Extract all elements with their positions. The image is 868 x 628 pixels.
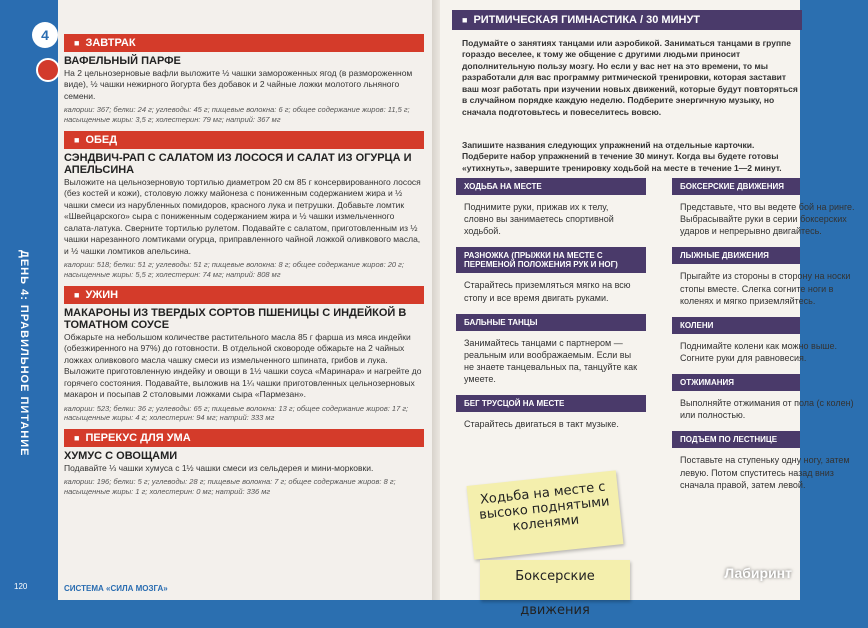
exercise-card — [672, 374, 854, 421]
dish-title: СЭНДВИЧ-РАП С САЛАТОМ ИЗ ЛОСОСЯ И САЛАТ ИЗ ОГУРЦА И АПЕЛЬСИНА — [64, 151, 412, 176]
exercise-title: КОЛЕНИ — [672, 317, 800, 334]
exercise-text: Поднимайте колени как можно выше. Согните руки для равновесия. — [680, 340, 838, 363]
chapter-vertical-label: ДЕНЬ 4: ПРАВИЛЬНОЕ ПИТАНИЕ — [18, 250, 30, 457]
page-footer: СИСТЕМА «СИЛА МОЗГА» — [64, 584, 168, 593]
exercise-text: Прыгайте из стороны в сторону на носки стопы вместе. Слегка согните ноги в коленях и мягко приземляйтесь. — [680, 271, 851, 306]
exercise-title: БЕГ ТРУСЦОЙ НА МЕСТЕ — [456, 395, 646, 412]
exercise-title: ПОДЪЕМ ПО ЛЕСТНИЦЕ — [672, 431, 800, 448]
section-header: ■ ЗАВТРАК — [64, 34, 424, 52]
exercise-card — [672, 178, 855, 237]
exercise-text: Представьте, что вы ведете бой на ринге. Выбрасывайте руки в серии боксерских ударов и непрерывно двигайтесь. — [680, 202, 855, 237]
brand-logo-icon — [36, 58, 60, 82]
sticky-note: Ходьба на месте с высоко поднятыми коленями — [467, 470, 624, 559]
nutrition-info: калории: 523; белки: 36 г; углеводы: 65 г; пищевые волокна: 13 г; общее содержание жиров: 17 г; насыщенные жиры: 4 г; холестерин: 94 мг; натрий: 333 мг — [64, 403, 409, 423]
section-header: ■ ПЕРЕКУС ДЛЯ УМА — [64, 429, 424, 447]
exercise-column-right — [672, 178, 855, 501]
intro-text: Подумайте о занятиях танцами или аэробикой. Заниматься танцами в группе гораздо веселее, к тому же общение с другими людьми приносит дополнительную пользу мозгу. Но если у вас нет на это времени, то мы разработали для вас программу ритмической тренировки, которая заставит ваш мозг работать при изучении новых движений, которые будут повторяться в случайном порядке каждую неделю. Подберите энергичную музыку, но сначала подготовьтесь и повеселитесь вовсю. — [462, 38, 798, 117]
meal-plan — [64, 30, 424, 503]
meal-section-snack — [64, 429, 424, 497]
exercise-column-left — [456, 178, 646, 440]
chapter-tab — [0, 0, 58, 600]
exercise-text: Поставьте на ступеньку одну ногу, затем левую. Потом спуститесь назад вниз сначала правой, затем левой. — [680, 455, 850, 490]
watermark: Лабиринт — [724, 565, 792, 581]
exercise-title: БОКСЕРСКИЕ ДВИЖЕНИЯ — [672, 178, 800, 195]
left-page — [0, 0, 440, 600]
exercise-card — [456, 314, 646, 386]
meal-section-lunch — [64, 131, 424, 280]
exercise-card — [456, 395, 646, 430]
section-header: ■ ОБЕД — [64, 131, 424, 149]
nutrition-info: калории: 367; белки: 24 г; углеводы: 45 г; пищевые волокна: 6 г; общее содержание жиров: 11,5 г; насыщенные жиры: 3,5 г; холестерин: 79 мг; натрий: 367 мг — [64, 105, 410, 125]
exercise-title: ОТЖИМАНИЯ — [672, 374, 800, 391]
section-header: ■ УЖИН — [64, 286, 424, 304]
exercise-text: Старайтесь приземляться мягко на всю стопу и все время двигать руками. — [464, 280, 631, 303]
exercise-title: ЛЫЖНЫЕ ДВИЖЕНИЯ — [672, 247, 800, 264]
exercise-title: БАЛЬНЫЕ ТАНЦЫ — [456, 314, 646, 331]
recipe-text: Выложите на цельнозерновую тортилью диаметром 20 см 85 г консервированного лосося (без костей и кожи), столовую ложку майонеза с пониженным содержанием жира и ½ чашки смеси из нарубленных помидоров, красного лука и петрушки. Добавьте ломтик «Швейцарского» сыра с пониженным содержанием жира и ½ чашки измельченного салата-латука. Сверните тортилью рулетом. Подавайте с салатом, приготовленным из ½ чашки нарезанного ломтиками огурца, приправленного чайной ложкой оливкового масла, и ½ чашки ломтиков апельсина. — [64, 176, 421, 256]
meal-section-breakfast — [64, 34, 424, 125]
exercise-title: ХОДЬБА НА МЕСТЕ — [456, 178, 646, 195]
exercise-text: Старайтесь двигаться в такт музыке. — [464, 419, 619, 430]
exercise-card — [456, 247, 646, 303]
instructions-text: Запишите названия следующих упражнений на отдельные карточки. Подберите набор упражнений в течение 30 минут. Когда вы будете готовы «утихнуть», завершите тренировку ходьбой на месте в течение 1—2 минут. — [462, 140, 782, 173]
nutrition-info: калории: 518; белки: 51 г; углеводы: 51 г; пищевые волокна: 8 г; общее содержание жиров: 20 г; насыщенные жиры: 5,5 г; холестерин: 74 мг; натрий: 808 мг — [64, 260, 404, 279]
recipe-text: Обжарьте на небольшом количестве растительного масла 85 г фарша из мяса индейки (обезжиренного на 97%) до готовности. В отдельной сковороде обжарьте на 2 чайных ложках оливкового масла чашку смеси из измельченного шпината, грибов и лука. Выложите приготовленную индейку и овощи в 1½ чашки соуса «Маринара» и нагрейте до горячего состояния. Подавайте, выложив на 1¼ чашки приготовленных цельнозерновых макарон и посыпав 2 столовыми ложками сыра «Пармезан». — [64, 331, 422, 400]
exercise-card — [672, 431, 850, 490]
page-number: 120 — [14, 582, 28, 591]
exercise-card — [456, 178, 646, 237]
chapter-number: 4 — [32, 22, 58, 48]
dish-title: МАКАРОНЫ ИЗ ТВЕРДЫХ СОРТОВ ПШЕНИЦЫ С ИНДЕЙКОЙ В ТОМАТНОМ СОУСЕ — [64, 306, 407, 331]
exercise-text: Занимайтесь танцами с партнером — реальным или воображаемым. Если вы не знаете танцевальных па, танцуйте как умеете. — [464, 337, 638, 385]
recipe-text: Подавайте ⅓ чашки хумуса с 1½ чашки смеси из сельдерея и мини-морковки. — [64, 463, 374, 473]
exercise-card — [672, 247, 851, 306]
meal-section-dinner — [64, 286, 424, 423]
nutrition-info: калории: 196; белки: 5 г; углеводы: 28 г; пищевые волокна: 7 г; общее содержание жиров: 8 г; насыщенные жиры: 1 г; холестерин: 0 мг; натрий: 336 мг — [64, 477, 396, 497]
dish-title: ХУМУС С ОВОЩАМИ — [64, 450, 178, 462]
section-title: ■ РИТМИЧЕСКАЯ ГИМНАСТИКА / 30 МИНУТ — [452, 10, 802, 30]
dish-title: ВАФЕЛЬНЫЙ ПАРФЕ — [64, 55, 181, 67]
exercise-text: Поднимите руки, прижав их к телу, словно вы занимаетесь спортивной ходьбой. — [464, 202, 614, 237]
exercise-text: Выполняйте отжимания от пола (с колен) или полностью. — [680, 398, 854, 421]
recipe-text: На 2 цельнозерновые вафли выложите ½ чашки замороженных ягод (в размороженном виде), ½ чашки нежирного йогурта без добавок и 2 чайные ложки молотого льняного семени. — [64, 68, 413, 101]
sticky-note: Боксерские движения — [480, 560, 630, 600]
exercise-card — [672, 317, 838, 364]
exercise-title: РАЗНОЖКА (ПРЫЖКИ НА МЕСТЕ С ПЕРЕМЕНОЙ ПОЛОЖЕНИЯ РУК И НОГ) — [456, 247, 646, 273]
